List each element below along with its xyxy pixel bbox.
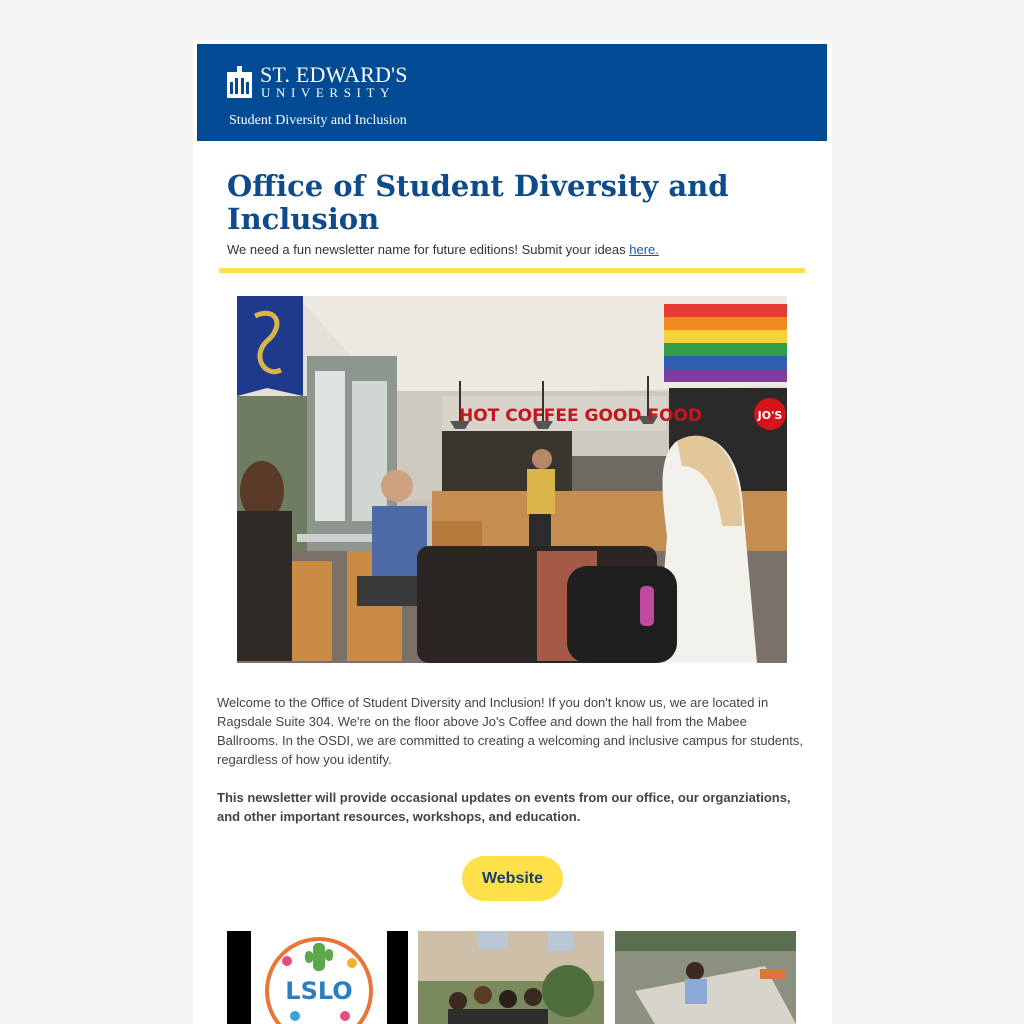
header-banner	[197, 44, 827, 141]
thumbnail-chalk-event[interactable]	[615, 931, 796, 1024]
newsletter-subtitle	[227, 242, 659, 257]
university-word: UNIVERSITY	[261, 85, 395, 100]
person-standing	[532, 449, 552, 469]
hero-image-coffee-shop	[237, 296, 787, 663]
university-tower-icon	[227, 66, 252, 98]
jos-badge-text: JO'S	[757, 409, 783, 422]
thumbnail-lslo[interactable]	[227, 931, 408, 1024]
welcome-paragraph: Welcome to the Office of Student Diversity and Inclusion! If you don't know us, we are located in Ragsdale Suite 304. We're on the floor above Jo's Coffee and down the hall from the Mabee Ballrooms. In the OSDI, we are committed to creating a welcoming and inclusive campus for students, regardless of how you identify.	[217, 695, 803, 767]
newsletter-container	[193, 40, 832, 1024]
newsletter-title: Office of Student Diversity and Inclusion	[227, 169, 729, 236]
submit-ideas-link[interactable]: here.	[629, 242, 659, 257]
yellow-divider	[219, 268, 805, 273]
thumbnail-group-photo[interactable]	[418, 931, 604, 1024]
backpack	[567, 566, 677, 663]
rainbow-flag	[664, 304, 787, 382]
school-banner	[237, 296, 303, 396]
person-seated	[381, 470, 413, 502]
university-name: ST. EDWARD'S	[260, 62, 408, 87]
department-name: Student Diversity and Inclusion	[229, 113, 407, 128]
newsletter-purpose-paragraph: This newsletter will provide occasional updates on events from our office, our organziations, and other important resources, workshops, and education.	[217, 790, 791, 824]
lslo-logo-text: LSLO	[285, 977, 353, 1005]
subtitle-text: We need a fun newsletter name for future editions! Submit your ideas	[227, 242, 630, 257]
website-button[interactable]: Website	[462, 856, 563, 901]
hot-coffee-sign: HOT COFFEE GOOD FOOD	[459, 406, 703, 426]
